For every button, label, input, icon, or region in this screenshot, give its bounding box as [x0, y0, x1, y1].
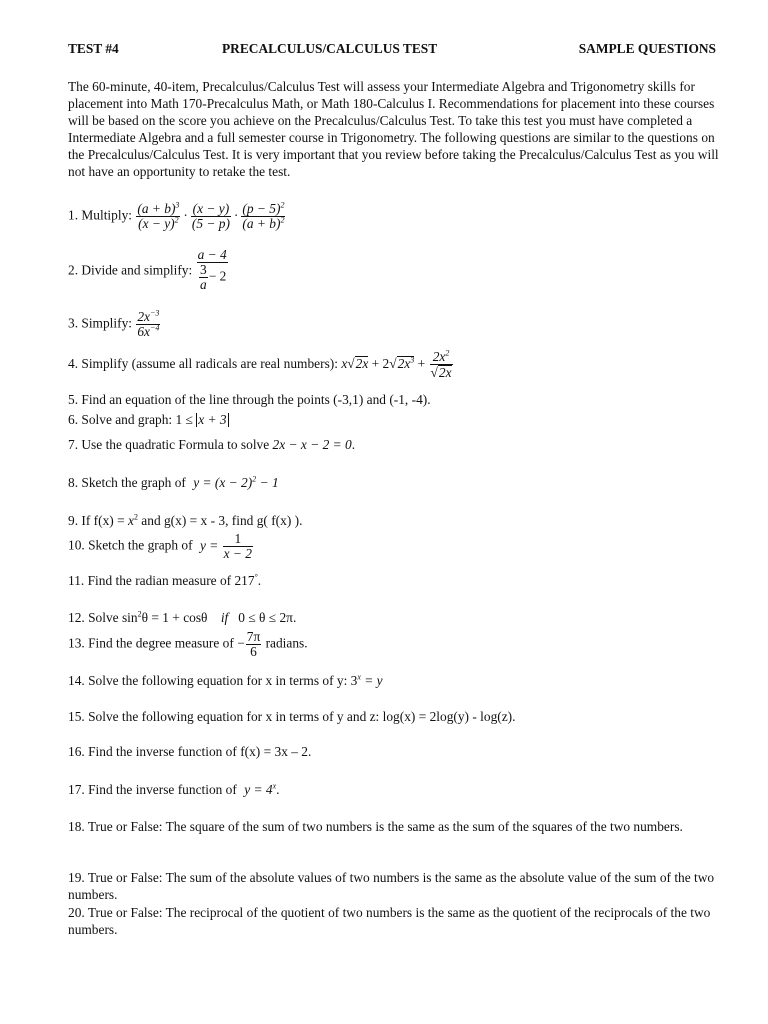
q14-rhs: = y	[360, 673, 383, 688]
question-13	[68, 630, 308, 659]
q4-frac-num: 2x	[432, 349, 446, 364]
q11-period: .	[257, 573, 262, 588]
q4-radical-2: √	[389, 356, 397, 372]
q4-frac-den-radicand: 2x	[438, 365, 452, 380]
q8-exp: 2	[252, 474, 257, 484]
q12-if: if	[220, 610, 229, 625]
q2-label: 2. Divide and simplify:	[68, 262, 193, 278]
q4-t1-radicand: 2x	[355, 356, 369, 372]
question-1	[68, 202, 286, 231]
q14-label: 14. Solve the following equation for x in terms of y:	[68, 673, 348, 688]
q3-den: 6x	[137, 324, 150, 339]
header-sample-questions: SAMPLE QUESTIONS	[578, 41, 716, 56]
question-8	[68, 474, 279, 491]
q6-abs-expression: x + 3	[198, 412, 227, 427]
q17-exp: x	[272, 781, 277, 791]
q17-label: 17. Find the inverse function of	[68, 782, 237, 797]
q3-label: 3. Simplify:	[68, 315, 132, 331]
q4-radical-1: √	[347, 356, 355, 372]
q4-fraction	[430, 350, 453, 380]
q9-text-b: and g(x) = x - 3, find g( f(x) ).	[137, 513, 303, 528]
q4-plus-1: + 2	[371, 356, 390, 372]
q8-eq-a: y = (x − 2)	[193, 475, 253, 490]
question-7	[68, 436, 355, 453]
q10-label: 10. Sketch the graph of	[68, 537, 193, 553]
q11-label: 11. Find the radian measure of	[68, 573, 232, 588]
q13-tail: radians.	[262, 635, 308, 651]
q1-f3-num: (p − 5)	[242, 201, 281, 216]
q1-dot-1: ·	[183, 207, 188, 223]
question-15: 15. Solve the following equation for x in terms of y and z: log(x) = 2log(y) - log(z).	[68, 709, 516, 724]
q1-f1-num: (a + b)	[137, 201, 176, 216]
q2-num: a − 4	[197, 247, 227, 262]
question-19: 19. True or False: The sum of the absolute values of two numbers is the same as the absolute value of the sum of the two numbers.	[68, 870, 715, 902]
q1-f1-den-exp: 2	[174, 215, 179, 225]
q1-fraction-1	[136, 202, 180, 231]
questions-list	[68, 0, 720, 1024]
intro-paragraph: The 60-minute, 40-item, Precalculus/Calculus Test will assess your Intermediate Algebra and Trigonometry skills for placement into Math 170-Precalculus Math, or Math 180-Calculus I. Recommendations for placement into these courses will be based on the score you achieve on the Precalculus/Calculus Test. To take this test you must have completed a Intermediate Algebra and a full semester course in Trigonometry. The following questions are similar to the questions on the Precalculus/Calculus Test. It is very important that you review before taking the Precalculus/Calculus Test as you will not have an opportunity to retake the test.	[68, 79, 719, 179]
question-2	[68, 248, 229, 292]
q6-label: 6. Solve and graph: 1 ≤	[68, 412, 193, 427]
q9-text-a: 9. If f(x) =	[68, 513, 125, 528]
q1-f3-den-exp: 2	[280, 215, 285, 225]
q7-period: .	[351, 437, 356, 452]
q17-equation: y = 4	[244, 782, 273, 797]
q2-den-tail: − 2	[208, 268, 227, 284]
question-20: 20. True or False: The reciprocal of the quotient of two numbers is the same as the quotient of the reciprocals of the two numbers.	[68, 905, 711, 937]
q1-f3-den: (a + b)	[242, 216, 281, 231]
q9-exp: 2	[133, 512, 138, 522]
q12-period: .	[292, 610, 297, 625]
q1-f1-num-exp: 3	[175, 200, 180, 210]
q11-degree: °	[254, 572, 258, 582]
question-14	[68, 672, 383, 689]
q4-t2-exp: 3	[410, 355, 415, 365]
q13-label: 13. Find the degree measure of	[68, 635, 234, 651]
q4-plus-2: +	[417, 356, 426, 372]
q10-den: x − 2	[223, 546, 252, 561]
q10-lhs: y =	[199, 537, 219, 553]
q12-exp: 2	[137, 609, 142, 619]
question-6	[68, 411, 229, 428]
q4-t1-coef: x	[341, 356, 348, 372]
q2-inner-den: a	[200, 277, 207, 292]
q7-equation: 2x − x − 2 = 0	[272, 437, 352, 452]
q14-base: 3	[350, 673, 358, 688]
question-16: 16. Find the inverse function of f(x) = 3x – 2.	[68, 744, 312, 759]
question-4	[68, 350, 454, 380]
q12-eq-b: θ = 1 + cosθ	[141, 610, 208, 625]
test-number: TEST #4	[68, 41, 119, 56]
question-11	[68, 572, 261, 589]
q4-label: 4. Simplify (assume all radicals are real numbers):	[68, 356, 338, 372]
question-17	[68, 781, 280, 798]
q9-var: x	[128, 513, 134, 528]
q1-label: 1. Multiply:	[68, 207, 132, 223]
q1-f2-den: (5 − p)	[191, 216, 230, 231]
q3-den-exp: −4	[150, 323, 160, 333]
test-title: PRECALCULUS/CALCULUS TEST	[222, 41, 438, 56]
question-5: 5. Find an equation of the line through the points (-3,1) and (-1, -4).	[68, 392, 431, 407]
q12-label: 12. Solve	[68, 610, 119, 625]
q1-f1-den: (x − y)	[138, 216, 175, 231]
q8-label: 8. Sketch the graph of	[68, 475, 186, 490]
question-3	[68, 310, 161, 339]
q12-eq-a: sin	[121, 610, 138, 625]
q12-condition: 0 ≤ θ ≤ 2π	[238, 610, 293, 625]
q1-f2-num: (x − y)	[192, 201, 230, 216]
q13-num: 7π	[246, 629, 261, 644]
question-12	[68, 609, 296, 626]
question-18: 18. True or False: The square of the sum of two numbers is the same as the sum of the squares of the two numbers.	[68, 819, 683, 834]
q1-fraction-2	[191, 202, 231, 231]
q2-fraction	[197, 248, 228, 292]
q3-fraction	[136, 310, 160, 339]
q4-t2-radicand: 2x	[397, 356, 411, 372]
q8-eq-b: − 1	[256, 475, 279, 490]
q3-num: 2x	[137, 309, 150, 324]
q4-radical-3: √	[430, 365, 438, 380]
q14-exp: x	[357, 672, 361, 682]
q10-num: 1	[223, 532, 253, 547]
q10-fraction	[223, 532, 253, 561]
q13-den: 6	[250, 644, 257, 659]
q4-frac-num-exp: 2	[445, 348, 450, 358]
q3-num-exp: −3	[150, 308, 160, 318]
q2-inner-fraction	[199, 263, 208, 292]
q1-f3-num-exp: 2	[280, 200, 285, 210]
q11-value: 217	[234, 573, 255, 588]
q13-sign: −	[237, 635, 245, 651]
q1-fraction-3	[241, 202, 285, 231]
q2-inner-num: 3	[200, 262, 207, 277]
q17-period: .	[276, 782, 280, 797]
question-9	[68, 512, 302, 529]
q13-fraction	[246, 630, 261, 659]
question-10	[68, 532, 254, 561]
q7-label: 7. Use the quadratic Formula to solve	[68, 437, 270, 452]
q1-dot-2: ·	[233, 207, 239, 223]
